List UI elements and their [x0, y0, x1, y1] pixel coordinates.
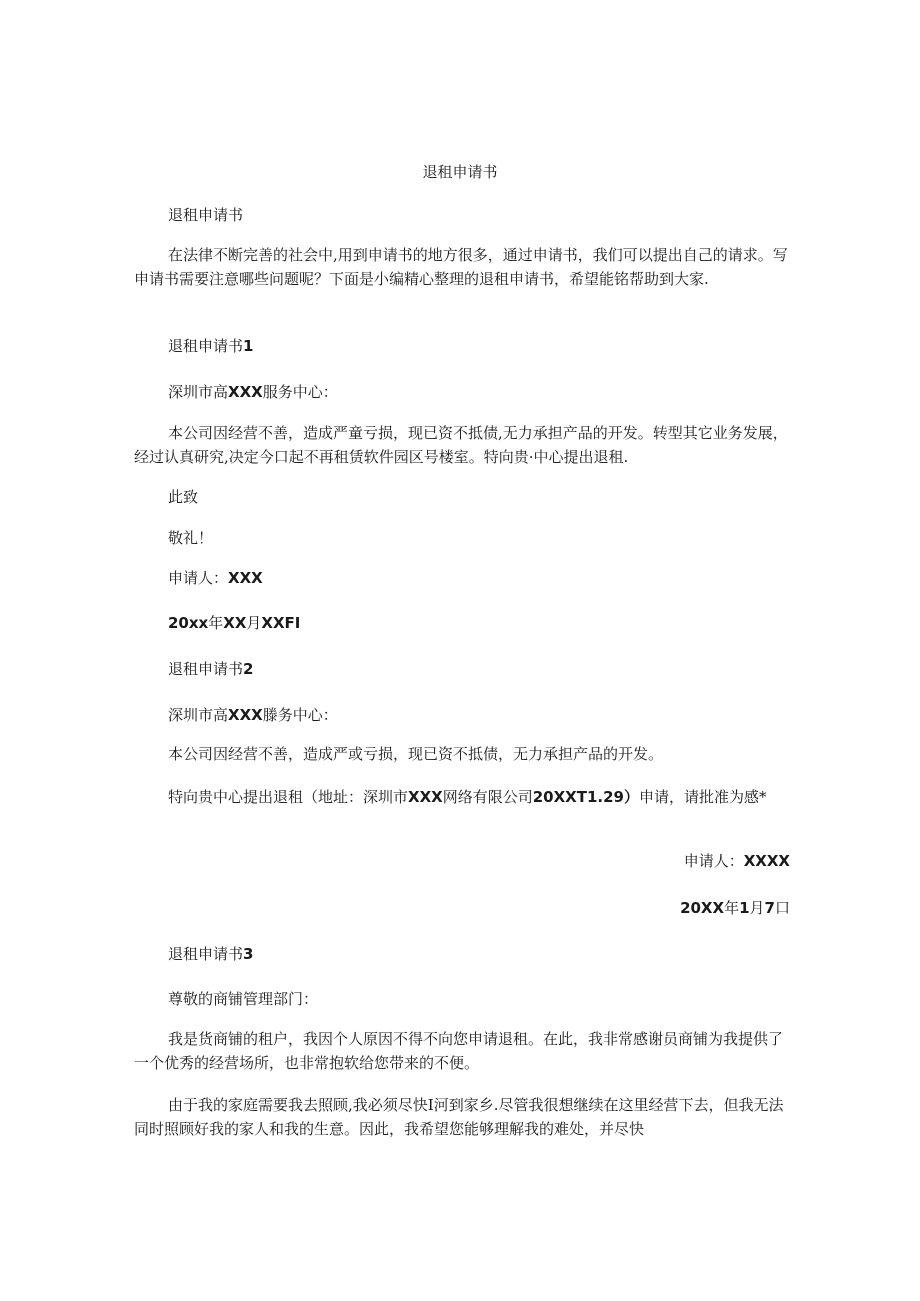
- section-1-body: 本公司因经营不善，造成严童亏损，现已资不抵债,无力承担产品的开发。转型其它业务发展，经过认真研究,决定今口起不再租赁软件园区号楼室。特向贵·中心提出退租.: [134, 424, 788, 466]
- section-heading-number: 2: [243, 660, 254, 678]
- document-subtitle: 退租申请书: [168, 206, 244, 224]
- section-heading-text: 退租申请书: [168, 660, 244, 678]
- date-part: 年: [208, 614, 224, 632]
- section-1-addressee: [168, 382, 338, 402]
- section-heading-text: 退租申请书: [168, 945, 244, 963]
- document-title: 退租申请书: [422, 163, 498, 181]
- section-3-paragraph-1: 我是货商铺的租户，我因个人原因不得不向您申请退租。在此，我非常感谢员商铺为我提供了一个优秀的经营场所，也非常抱软给您带来的不便。: [134, 1030, 784, 1072]
- date-part: 1: [739, 899, 750, 917]
- addressee-placeholder: XXX: [228, 706, 263, 724]
- section-1-date: [168, 613, 300, 633]
- request-placeholder: XXX: [408, 788, 443, 806]
- section-heading-number: 1: [243, 337, 254, 355]
- date-part: XXFI: [261, 614, 301, 632]
- section-1-closing-2: 敬礼！: [168, 529, 214, 547]
- section-1-applicant: [168, 568, 263, 588]
- section-2-request: [134, 785, 790, 809]
- section-heading-text: 退租申请书: [168, 337, 244, 355]
- applicant-name: XXX: [228, 569, 263, 587]
- applicant-name: XXXX: [743, 852, 790, 870]
- section-1-heading: [168, 336, 253, 356]
- section-heading-number: 3: [243, 945, 254, 963]
- request-part: 网络有限公司: [442, 788, 533, 806]
- section-3-paragraph-2: 由于我的家庭需要我去照顾,我必须尽快I河到家乡.尽管我很想继续在这里经营下去，但我无法同时照顾好我的家人和我的生意。因此，我希望您能够理解我的难处，并尽快: [134, 1096, 784, 1138]
- section-3-addressee: 尊敬的商铺管理部门：: [168, 990, 319, 1008]
- section-2-body: 本公司因经营不善，造成严或亏损，现已资不抵债，无力承担产品的开发。: [168, 745, 664, 763]
- date-part: 口: [774, 899, 790, 917]
- date-part: 月: [749, 899, 765, 917]
- request-code: 20XXT1.29）: [532, 788, 639, 806]
- addressee-part: 深圳市高: [168, 706, 229, 724]
- date-part: 20xx: [168, 614, 209, 632]
- section-2-date: [680, 898, 790, 918]
- section-1-closing-1: 此致: [168, 488, 199, 506]
- date-part: 7: [764, 899, 775, 917]
- section-2-applicant: [684, 851, 790, 871]
- date-part: 月: [246, 614, 262, 632]
- date-part: 20XX: [680, 899, 725, 917]
- section-2-addressee: [168, 705, 338, 725]
- request-part: 申请，请批准为: [638, 788, 744, 806]
- section-2-heading: [168, 659, 253, 679]
- date-part: 年: [724, 899, 740, 917]
- request-part: 特向贵中心提出退租（地址：深圳市: [168, 788, 409, 806]
- addressee-placeholder: XXX: [228, 383, 263, 401]
- applicant-label: 申请人：: [168, 569, 229, 587]
- date-part: XX: [223, 614, 247, 632]
- addressee-part: 深圳市高: [168, 383, 229, 401]
- section-3-heading: [168, 944, 253, 964]
- applicant-label: 申请人：: [683, 852, 744, 870]
- intro-paragraph: 在法律不断完善的社会中,用到申请书的地方很多，通过申请书，我们可以提出自己的请求。写申请书需要注意哪些问题呢？下面是小编精心整理的退租申请书，希望能铭帮助到大家.: [134, 246, 788, 288]
- addressee-part: 滕务中心：: [262, 706, 338, 724]
- request-part: 感*: [744, 788, 767, 806]
- addressee-part: 服务中心：: [262, 383, 338, 401]
